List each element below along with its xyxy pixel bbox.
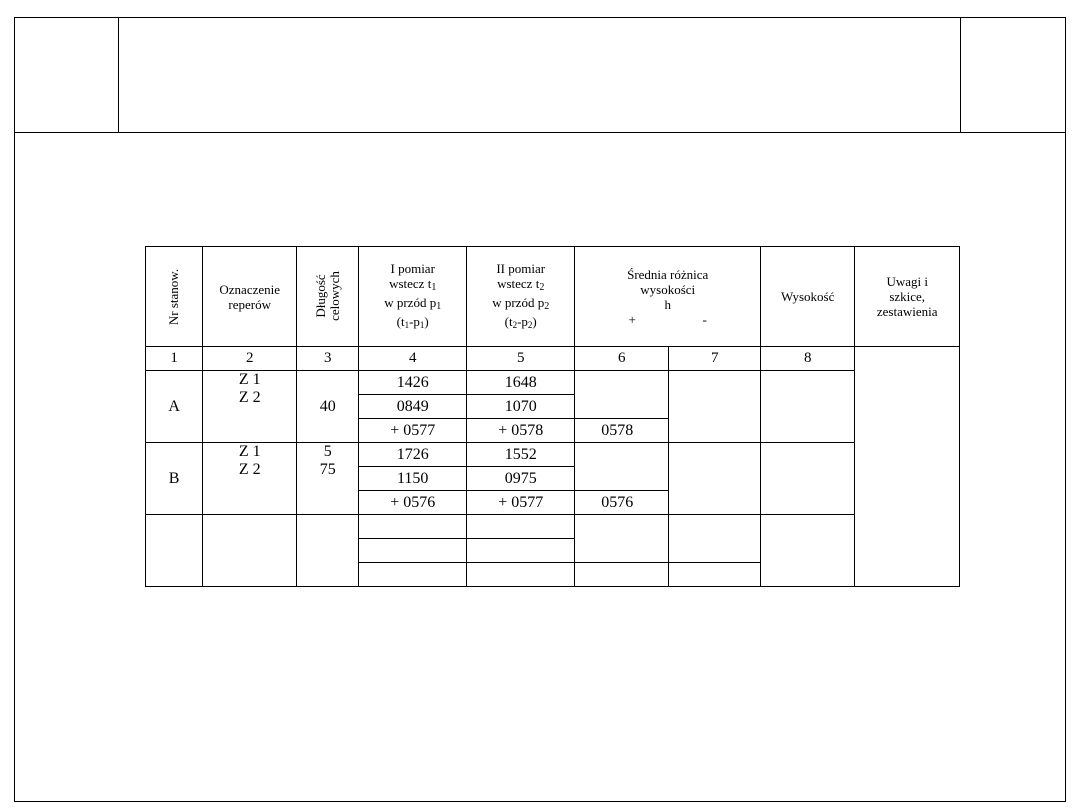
empty-cell: [359, 563, 467, 587]
leveling-table: [145, 246, 960, 587]
header-notes: Uwagi i szkice, zestawienia: [855, 247, 960, 347]
header-station-number: Nr stanow.: [146, 247, 203, 347]
height-cell: [761, 443, 855, 515]
header-divider: [14, 132, 1066, 133]
empty-cell: [575, 515, 669, 563]
header-left-cell: [15, 18, 118, 132]
difference-cell: + 0577: [467, 491, 575, 515]
col-number-8: 8: [761, 347, 855, 371]
difference-cell: + 0578: [467, 419, 575, 443]
plus-sign: +: [628, 311, 636, 327]
reading-cell: 1552: [467, 443, 575, 467]
col-number-3: 3: [297, 347, 359, 371]
header-center-cell: [119, 18, 960, 132]
empty-cell: [761, 515, 855, 587]
plus-cell: [575, 371, 669, 419]
col-number-6: 6: [575, 347, 669, 371]
minus-cell: [669, 443, 761, 515]
sight-length-a: 40: [297, 371, 359, 443]
empty-cell: [467, 515, 575, 539]
minus-sign: -: [702, 311, 707, 327]
table-row: [146, 515, 960, 539]
table-row: [146, 371, 960, 395]
column-number-row: [146, 347, 960, 371]
reading-cell: 0849: [359, 395, 467, 419]
empty-cell: [669, 563, 761, 587]
empty-cell: [297, 515, 359, 587]
reading-cell: 1070: [467, 395, 575, 419]
col-number-7: 7: [669, 347, 761, 371]
col-number-1: 1: [146, 347, 203, 371]
empty-cell: [669, 515, 761, 563]
reading-cell: 0975: [467, 467, 575, 491]
minus-cell: [669, 371, 761, 443]
header-measurement-1: I pomiar wstecz t1 w przód p1 (t1-p1): [359, 247, 467, 347]
empty-cell: [359, 539, 467, 563]
mean-plus-a: 0578: [575, 419, 669, 443]
reading-cell: 1426: [359, 371, 467, 395]
station-b: B: [146, 443, 203, 515]
reading-cell: 1726: [359, 443, 467, 467]
header-sight-length: Długość celowych: [297, 247, 359, 347]
header-measurement-2: II pomiar wstecz t2 w przód p2 (t2-p2): [467, 247, 575, 347]
empty-cell: [467, 539, 575, 563]
header-mean-height-difference: Średnia różnica wysokości h + -: [575, 247, 761, 347]
benchmarks-b: Z 1 Z 2: [203, 443, 297, 515]
col-number-2: 2: [203, 347, 297, 371]
header-row: [146, 247, 960, 347]
difference-cell: + 0576: [359, 491, 467, 515]
station-a: A: [146, 371, 203, 443]
sight-length-b: 5 75: [297, 443, 359, 515]
col-number-5: 5: [467, 347, 575, 371]
empty-cell: [146, 515, 203, 587]
plus-cell: [575, 443, 669, 491]
difference-cell: + 0577: [359, 419, 467, 443]
empty-cell: [467, 563, 575, 587]
empty-cell: [575, 563, 669, 587]
col-number-4: 4: [359, 347, 467, 371]
header-right-cell: [961, 18, 1065, 132]
header-benchmark: Oznaczenie reperów: [203, 247, 297, 347]
table-row: [146, 443, 960, 467]
reading-cell: 1648: [467, 371, 575, 395]
reading-cell: 1150: [359, 467, 467, 491]
mean-plus-b: 0576: [575, 491, 669, 515]
height-cell: [761, 371, 855, 443]
benchmarks-a: Z 1 Z 2: [203, 371, 297, 443]
empty-cell: [203, 515, 297, 587]
empty-cell: [359, 515, 467, 539]
header-height: Wysokość: [761, 247, 855, 347]
notes-cell: [855, 347, 960, 587]
